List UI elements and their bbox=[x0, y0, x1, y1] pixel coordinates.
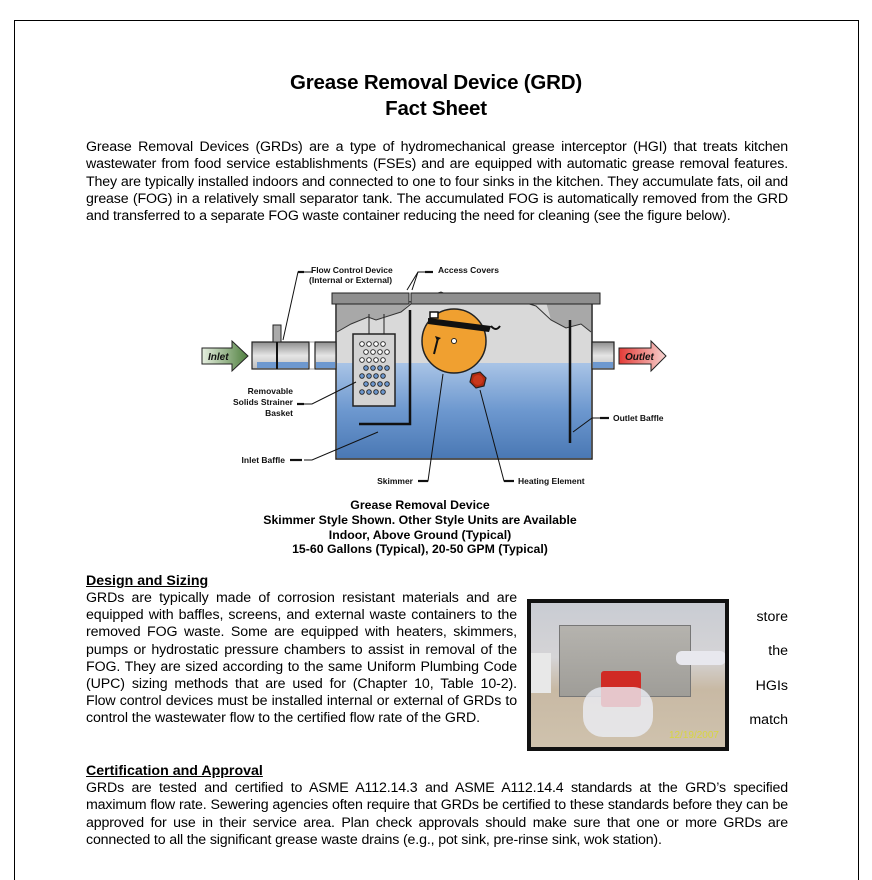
label-flow-control: Flow Control Device bbox=[311, 265, 393, 275]
svg-text:Outlet: Outlet bbox=[625, 352, 654, 363]
inlet-pipe bbox=[252, 325, 336, 369]
label-heating-element: Heating Element bbox=[518, 476, 585, 486]
svg-text:Inlet: Inlet bbox=[208, 352, 229, 363]
title-line-2: Fact Sheet bbox=[385, 97, 487, 120]
orphan-word: HGIs bbox=[755, 678, 788, 694]
heading-design-sizing: Design and Sizing bbox=[86, 573, 209, 589]
orphan-word: the bbox=[768, 643, 788, 659]
grd-diagram bbox=[196, 262, 676, 492]
outlet-arrow bbox=[619, 341, 666, 371]
svg-text:Basket: Basket bbox=[265, 408, 293, 418]
label-inlet-baffle: Inlet Baffle bbox=[241, 455, 285, 465]
certification-paragraph: GRDs are tested and certified to ASME A112.14.3 and ASME A112.14.4 standards at the GRD’s specified maximum flow rate. Sewering agencies often require that GRDs be certified to these standards before they can be approved for use in their service area. Plan check approvals should make sure that one or more GRDs are connected to all the significant grease waste drains (e.g., pot sink, pre-rinse sink, wok station). bbox=[86, 780, 788, 848]
inlet-arrow bbox=[202, 341, 248, 371]
design-sizing-paragraph: GRDs are typically made of corrosion resistant materials and are equipped with baffles, screens, and external waste containers to the removed FOG waste. Some are equipped with heaters, skimmers, pumps or hydrostatic pressure chambers to assist in removal of the FOG. They are sized according to the same Uniform Plumbing Code (UPC) sizing methods that are used for (Chapter 10, Table 10-2). Flow control devices must be installed internal or external of GRDs to control the wastewater flow to the certified flow rate of the GRD. bbox=[86, 590, 517, 727]
label-access-covers: Access Covers bbox=[438, 265, 499, 275]
outlet-pipe bbox=[592, 342, 614, 369]
label-skimmer: Skimmer bbox=[377, 476, 413, 486]
orphan-word: match bbox=[749, 712, 788, 728]
svg-text:(Internal or External): (Internal or External) bbox=[309, 275, 393, 285]
figure-caption: Grease Removal Device Skimmer Style Shown. Other Style Units are Available Indoor, Above Ground (Typical) 15-60 Gallons (Typical), 20-50 GPM (Typical) bbox=[263, 498, 577, 557]
title-line-1: Grease Removal Device (GRD) bbox=[290, 71, 582, 94]
label-outlet-baffle: Outlet Baffle bbox=[613, 413, 664, 423]
intro-paragraph: Grease Removal Devices (GRDs) are a type of hydromechanical grease interceptor (HGI) that treats kitchen wastewater from food service establishments (FSEs) and are equipped with automatic grease removal features. They are typically installed indoors and connected to one to four sinks in the kitchen. They accumulate fats, oil and grease (FOG) in a relatively small separator tank. The accumulated FOG is automatically removed from the GRD and transferred to a separate FOG waste container reducing the need for cleaning (see the figure below). bbox=[86, 139, 788, 225]
grd-photo bbox=[527, 599, 729, 751]
orphan-word: store bbox=[756, 609, 788, 625]
heading-certification: Certification and Approval bbox=[86, 763, 263, 779]
page-title bbox=[0, 70, 872, 122]
label-strainer: Removable bbox=[247, 386, 293, 396]
svg-text:Solids Strainer: Solids Strainer bbox=[233, 397, 293, 407]
photo-date-stamp: 12/19/2007 bbox=[668, 730, 719, 741]
